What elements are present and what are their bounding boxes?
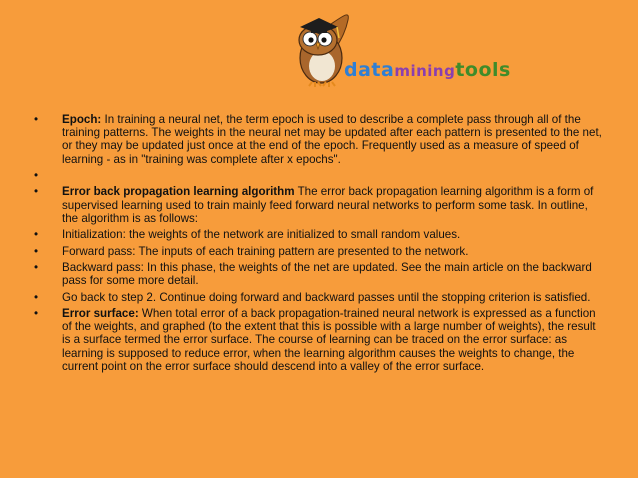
logo-text-mining: mining	[394, 62, 456, 80]
list-item-go-back	[34, 291, 604, 304]
item-text: The error back propagation learning algorithm is a form of supervised learning used to train mainly feed forward neural networks to perform some task. In outline, the algorithm is as follows:	[62, 185, 594, 225]
term-error-surface: Error surface:	[62, 306, 139, 320]
item-text: Forward pass: The inputs of each training pattern are presented to the network.	[62, 244, 469, 258]
bullet-icon: •	[34, 169, 39, 182]
item-text: When total error of a back propagation-trained neural network is expressed as a function of the weights, and graphed (to the extent that this is possible with a large number of weights), the result is a surface termed the error surface. The course of learning can be traced on the error surface: as learning is supposed to reduce error, when the learning algorithm causes the weights to change, the current point on the error surface should descend into a valley of the error surface.	[62, 306, 596, 373]
list-item-initialization	[34, 228, 604, 241]
bullet-icon: •	[34, 260, 39, 274]
bullet-icon: •	[34, 228, 39, 242]
item-text: Go back to step 2. Continue doing forward and backward passes until the stopping criterion is satisfied.	[62, 290, 591, 304]
logo-text-tools: tools	[455, 59, 511, 81]
item-text: In training a neural net, the term epoch is used to describe a complete pass through all of the training patterns. The weights in the neural net may be updated after each pattern is presented to the net, or they may be updated just once at the end of the epoch. Frequently used as a measure of speed of learning - as in "training was complete after x epochs".	[62, 113, 602, 166]
list-item-epoch	[34, 113, 604, 166]
bullet-icon: •	[34, 290, 39, 304]
bullet-icon: •	[34, 244, 39, 258]
list-item-empty	[34, 169, 604, 182]
bullet-icon: •	[34, 306, 39, 320]
bullet-list	[34, 113, 604, 376]
bullet-icon: •	[34, 185, 39, 199]
term-backprop: Error back propagation learning algorithm	[62, 185, 295, 199]
term-epoch: Epoch:	[62, 113, 102, 126]
logo-text-data: data	[344, 59, 395, 81]
list-item-error-surface	[34, 307, 604, 373]
datamining-tools-logo	[288, 8, 520, 90]
item-text: Backward pass: In this phase, the weights of the net are updated. See the main article on the backward pass for some more detail.	[62, 260, 592, 288]
list-item-backward-pass	[34, 261, 604, 287]
list-item-forward-pass	[34, 245, 604, 258]
item-text: Initialization: the weights of the network are initialized to small random values.	[62, 228, 461, 242]
list-item-backprop	[34, 185, 604, 225]
logo-wordmark	[344, 60, 511, 81]
bullet-icon: •	[34, 113, 39, 126]
